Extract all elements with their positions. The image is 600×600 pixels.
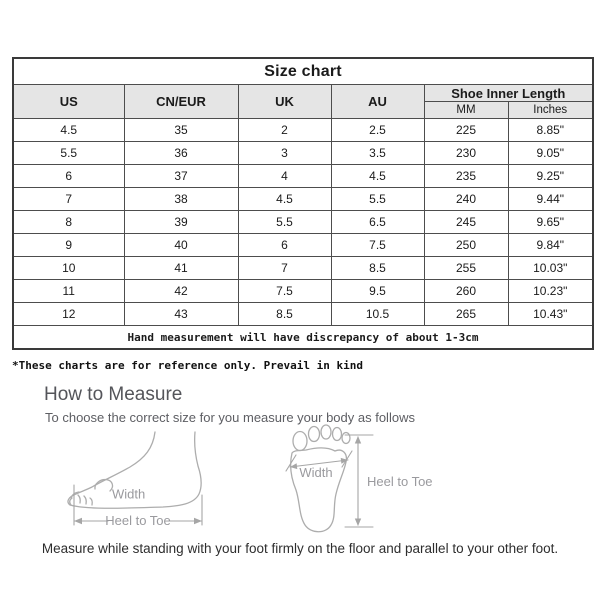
- col-header-mm: MM: [424, 102, 508, 119]
- size-cell: 4.5: [238, 188, 331, 211]
- size-cell: 3: [238, 142, 331, 165]
- size-cell: 9.05": [508, 142, 593, 165]
- arrow-right-icon: [194, 518, 202, 525]
- col-header-au: AU: [331, 85, 424, 119]
- table-row: [13, 165, 593, 188]
- reference-note: *These charts are for reference only. Prevail in kind: [12, 359, 363, 372]
- big-toe: [293, 432, 307, 451]
- size-cell: 9: [13, 234, 124, 257]
- size-cell: 245: [424, 211, 508, 234]
- foot-toes-detail: [70, 492, 93, 505]
- col-header-inches: Inches: [508, 102, 593, 119]
- arrow-down-icon: [355, 519, 361, 527]
- table-row: [13, 211, 593, 234]
- size-cell: 5.5: [238, 211, 331, 234]
- size-cell: 240: [424, 188, 508, 211]
- side-width-label: Width: [112, 486, 146, 502]
- size-cell: 42: [124, 280, 238, 303]
- arrow-left-icon: [74, 518, 82, 525]
- size-cell: 4: [238, 165, 331, 188]
- size-cell: 6.5: [331, 211, 424, 234]
- size-cell: 225: [424, 119, 508, 142]
- size-cell: 9.5: [331, 280, 424, 303]
- size-cell: 10: [13, 257, 124, 280]
- size-cell: 8: [13, 211, 124, 234]
- size-cell: 43: [124, 303, 238, 326]
- size-cell: 10.5: [331, 303, 424, 326]
- size-chart-body: [13, 119, 593, 326]
- size-cell: 7.5: [238, 280, 331, 303]
- toe-3: [321, 425, 331, 439]
- size-cell: 9.84": [508, 234, 593, 257]
- size-cell: 10.03": [508, 257, 593, 280]
- size-cell: 36: [124, 142, 238, 165]
- side-heel-to-toe-label: Heel to Toe: [105, 513, 171, 528]
- size-cell: 3.5: [331, 142, 424, 165]
- col-header-us: US: [13, 85, 124, 119]
- how-to-measure-subheading: To choose the correct size for you measure your body as follows: [45, 410, 415, 425]
- measure-caption: Measure while standing with your foot firmly on the floor and parallel to your other foot.: [41, 541, 559, 556]
- how-to-measure-heading: How to Measure: [44, 384, 183, 405]
- table-footnote: Hand measurement will have discrepancy of about 1-3cm: [13, 326, 593, 350]
- size-cell: 250: [424, 234, 508, 257]
- foot-top-view-diagram: [283, 424, 468, 539]
- size-cell: 9.25": [508, 165, 593, 188]
- toe-5: [342, 433, 350, 444]
- size-cell: 8.5: [238, 303, 331, 326]
- size-cell: 2.5: [331, 119, 424, 142]
- size-cell: 38: [124, 188, 238, 211]
- top-width-label: Width: [299, 465, 333, 480]
- col-header-uk: UK: [238, 85, 331, 119]
- size-cell: 8.85": [508, 119, 593, 142]
- size-chart-section: [12, 57, 592, 350]
- size-chart-table: [12, 57, 594, 350]
- size-cell: 9.44": [508, 188, 593, 211]
- size-cell: 235: [424, 165, 508, 188]
- size-cell: 5.5: [331, 188, 424, 211]
- table-row: [13, 257, 593, 280]
- size-cell: 7.5: [331, 234, 424, 257]
- size-cell: 11: [13, 280, 124, 303]
- table-row: [13, 234, 593, 257]
- size-cell: 5.5: [13, 142, 124, 165]
- footprint-outline: [291, 448, 347, 532]
- size-cell: 8.5: [331, 257, 424, 280]
- size-cell: 4.5: [331, 165, 424, 188]
- size-cell: 2: [238, 119, 331, 142]
- size-cell: 4.5: [13, 119, 124, 142]
- size-cell: 10.23": [508, 280, 593, 303]
- table-row: [13, 142, 593, 165]
- size-cell: 230: [424, 142, 508, 165]
- foot-side-view-diagram: [58, 428, 218, 533]
- table-row: [13, 188, 593, 211]
- size-cell: 37: [124, 165, 238, 188]
- size-cell: 12: [13, 303, 124, 326]
- size-cell: 35: [124, 119, 238, 142]
- table-title: Size chart: [13, 58, 593, 85]
- size-cell: 260: [424, 280, 508, 303]
- table-row: [13, 280, 593, 303]
- size-cell: 265: [424, 303, 508, 326]
- toe-4: [333, 428, 342, 441]
- size-cell: 10.43": [508, 303, 593, 326]
- size-cell: 6: [238, 234, 331, 257]
- size-cell: 6: [13, 165, 124, 188]
- arrow-up-icon: [355, 436, 361, 444]
- col-header-shoe-inner-length: Shoe Inner Length: [424, 85, 593, 102]
- size-cell: 9.65": [508, 211, 593, 234]
- table-row: [13, 119, 593, 142]
- toe-2: [309, 427, 320, 442]
- top-heel-to-toe-label: Heel to Toe: [367, 474, 433, 489]
- size-cell: 7: [13, 188, 124, 211]
- size-cell: 39: [124, 211, 238, 234]
- size-cell: 40: [124, 234, 238, 257]
- size-cell: 255: [424, 257, 508, 280]
- size-cell: 41: [124, 257, 238, 280]
- size-cell: 7: [238, 257, 331, 280]
- table-row: [13, 303, 593, 326]
- col-header-cneur: CN/EUR: [124, 85, 238, 119]
